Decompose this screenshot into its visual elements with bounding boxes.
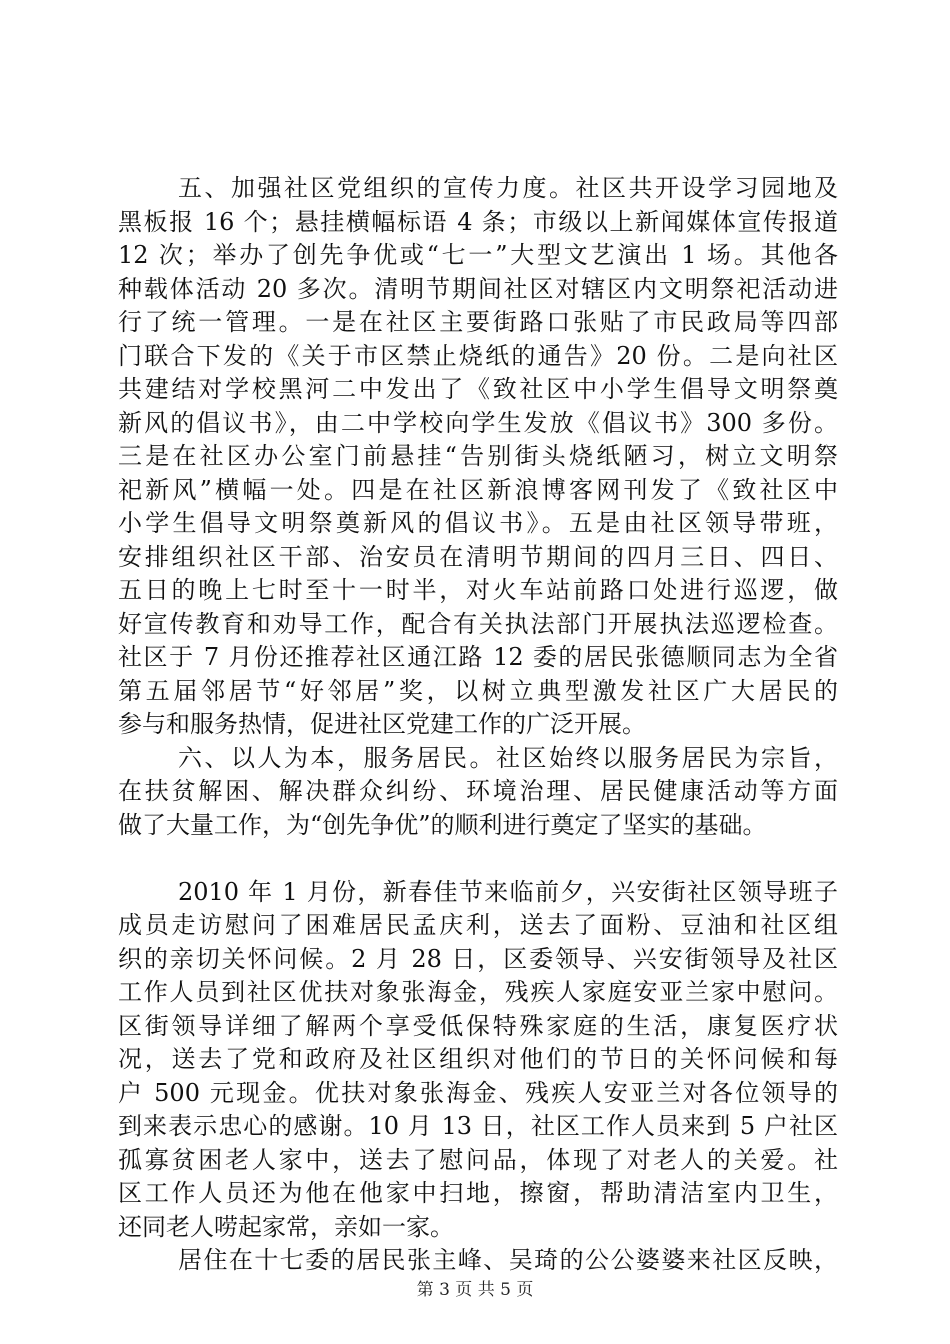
paragraph-5-line-15: 社区于 7 月份还推荐社区通江路 12 委的居民张德顺同志为全省 xyxy=(118,643,838,671)
paragraph-gap xyxy=(118,842,838,876)
paragraph-5-line-8: 新风的倡议书》，由二中学校向学生发放《倡议书》300 多份。 xyxy=(118,408,838,437)
paragraph-5-line-17: 参与和服务热情，促进社区党建工作的广泛开展。 xyxy=(118,710,646,738)
paragraph-5-line-7: 共建结对学校黑河二中发出了《致社区中小学生倡导文明祭奠 xyxy=(118,375,838,403)
paragraph-7-line-8: 到来表示忠心的感谢。10 月 13 日，社区工作人员来到 5 户社区 xyxy=(118,1112,838,1140)
paragraph-7-line-6: 况，送去了党和政府及社区组织对他们的节日的关怀问候和每 xyxy=(118,1045,838,1073)
paragraph-6-line-2: 在扶贫解困、解决群众纠纷、环境治理、居民健康活动等方面 xyxy=(118,777,838,805)
paragraph-5-line-4: 种载体活动 20 多次。清明节期间社区对辖区内文明祭祀活动进 xyxy=(118,274,838,303)
paragraph-5-line-14: 好宣传教育和劝导工作，配合有关执法部门开展执法巡逻检查。 xyxy=(118,609,838,638)
paragraph-5-line-16: 第五届邻居节“好邻居”奖，以树立典型激发社区广大居民的 xyxy=(118,676,838,705)
paragraph-7-line-5: 区街领导详细了解两个享受低保特殊家庭的生活，康复医疗状 xyxy=(118,1011,838,1040)
paragraph-6-line-1: 六、以人为本，服务居民。社区始终以服务居民为宗旨， xyxy=(178,743,838,772)
paragraph-7-line-10: 区工作人员还为他在他家中扫地，擦窗，帮助清洁室内卫生， xyxy=(118,1179,838,1207)
paragraph-7-line-7: 户 500 元现金。优扶对象张海金、残疾人安亚兰对各位领导的 xyxy=(118,1078,838,1107)
paragraph-7-line-2: 成员走访慰问了困难居民孟庆利，送去了面粉、豆油和社区组 xyxy=(118,911,838,939)
paragraph-7-line-9: 孤寡贫困老人家中，送去了慰问品，体现了对老人的关爱。社 xyxy=(118,1145,838,1174)
paragraph-5-line-1: 五、加强社区党组织的宣传力度。社区共开设学习园地及 xyxy=(178,174,838,202)
paragraph-7-line-1: 2010 年 1 月份，新春佳节来临前夕，兴安街社区领导班子 xyxy=(178,877,838,906)
paragraph-5-line-2: 黑板报 16 个；悬挂横幅标语 4 条；市级以上新闻媒体宣传报道 xyxy=(118,207,838,236)
paragraph-5-line-12: 安排组织社区干部、治安员在清明节期间的四月三日、四日、 xyxy=(118,542,838,571)
paragraph-5-line-11: 小学生倡导文明祭奠新风的倡议书》。五是由社区领导带班， xyxy=(118,509,838,537)
paragraph-7-line-3: 织的亲切关怀问候。2 月 28 日，区委领导、兴安街领导及社区 xyxy=(118,944,838,973)
paragraph-6-line-3: 做了大量工作，为“创先争优”的顺利进行奠定了坚实的基础。 xyxy=(118,810,767,839)
paragraph-5-line-10: 祀新风”横幅一处。四是在社区新浪博客网刊发了《致社区中 xyxy=(118,475,838,504)
paragraph-5-line-9: 三是在社区办公室门前悬挂“告别街头烧纸陋习，树立文明祭 xyxy=(118,442,838,470)
paragraph-5-line-3: 12 次；举办了创先争优或“七一”大型文艺演出 1 场。其他各 xyxy=(118,241,838,269)
paragraph-5-line-13: 五日的晚上七时至十一时半，对火车站前路口处进行巡逻，做 xyxy=(118,576,838,604)
paragraph-5-line-5: 行了统一管理。一是在社区主要街路口张贴了市民政局等四部 xyxy=(118,308,838,336)
paragraph-5-line-6: 门联合下发的《关于市区禁止烧纸的通告》20 份。二是向社区 xyxy=(118,341,838,370)
page-number-footer: 第 3 页 共 5 页 xyxy=(416,1280,534,1300)
paragraph-7-line-11: 还同老人唠起家常，亲如一家。 xyxy=(118,1212,454,1241)
paragraph-8-line-1: 居住在十七委的居民张主峰、吴琦的公公婆婆来社区反映， xyxy=(178,1246,838,1274)
document-body xyxy=(118,172,838,1278)
paragraph-7-line-4: 工作人员到社区优扶对象张海金，残疾人家庭安亚兰家中慰问。 xyxy=(118,978,838,1006)
